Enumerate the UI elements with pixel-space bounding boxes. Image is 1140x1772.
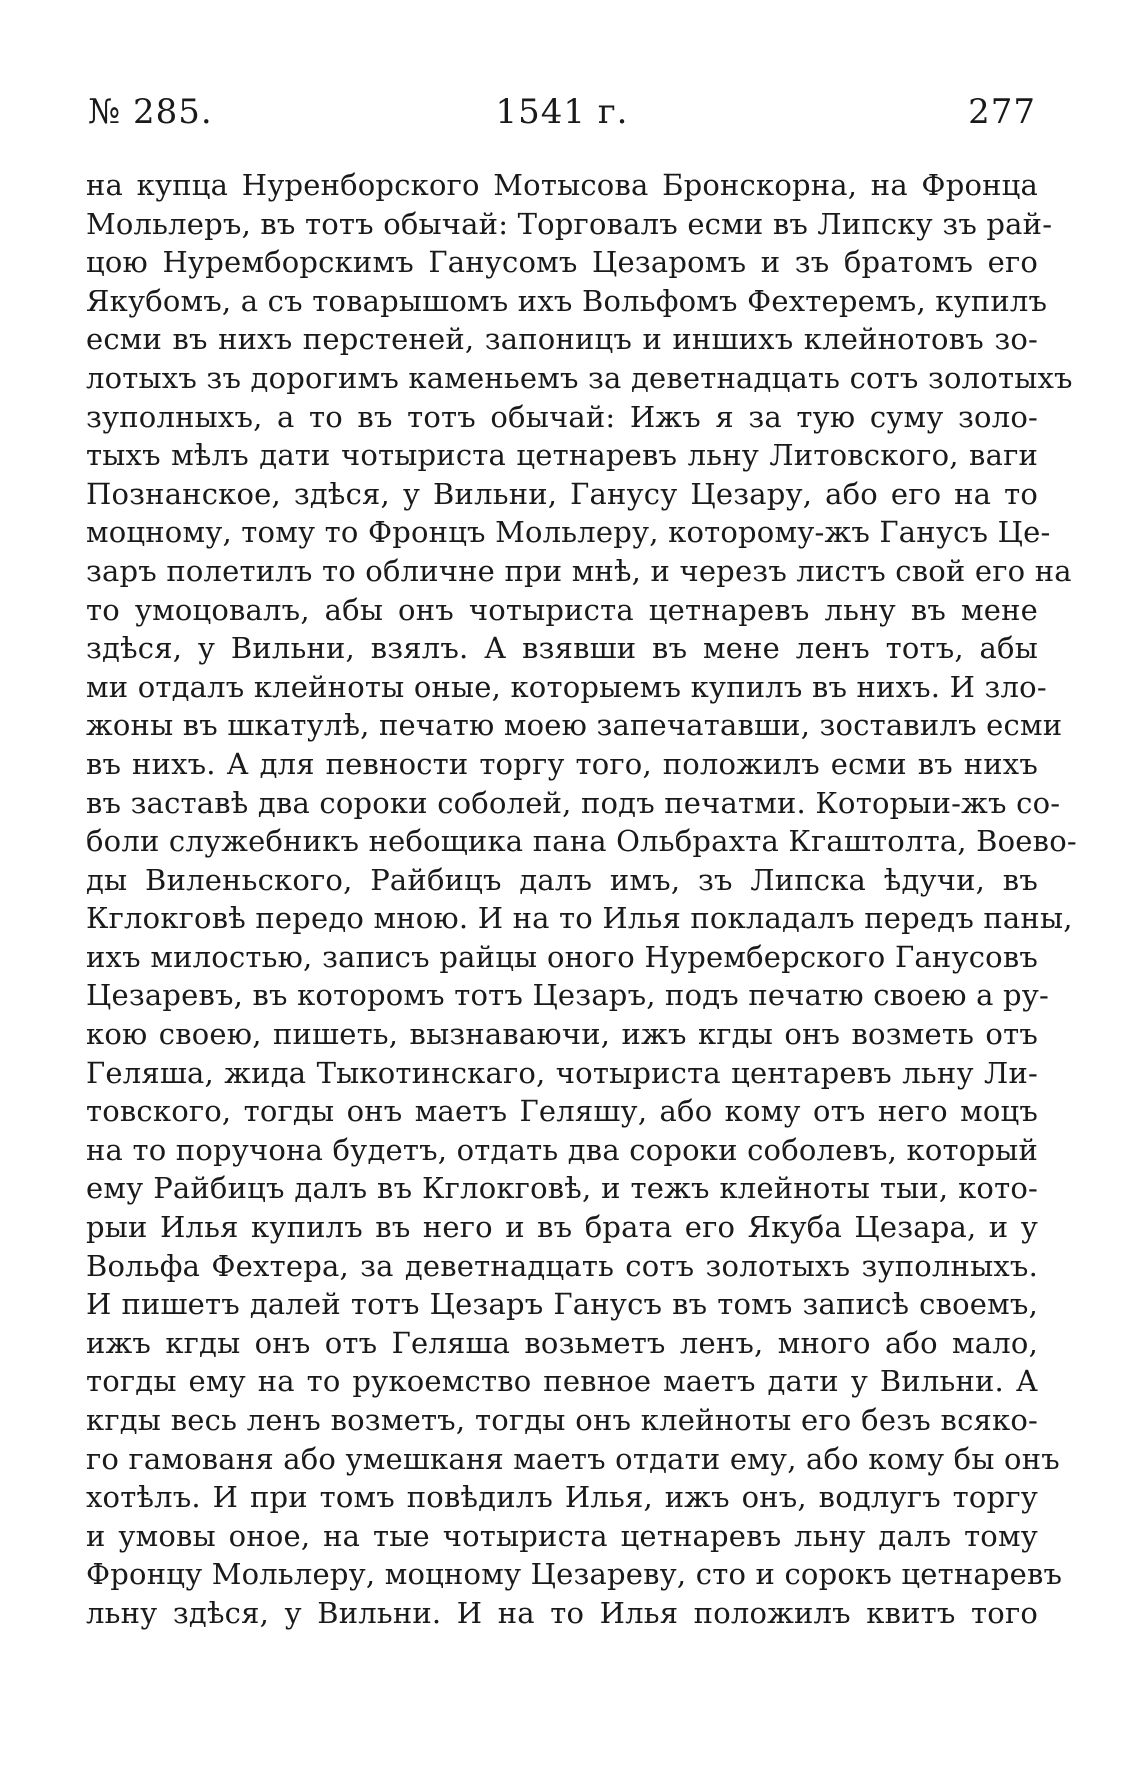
document-number: № 285.: [88, 92, 213, 132]
text-line: моцному, тому то Фронцъ Мольлеру, которому-жъ Ганусъ Це-: [86, 515, 1051, 550]
text-line: ми отдалъ клейноты оные, которыемъ купилъ въ нихъ. И зло-: [86, 669, 1047, 704]
page-number: 277: [968, 92, 1036, 132]
text-line: товского, тогды онъ маетъ Геляшу, або кому отъ него моцъ: [86, 1094, 1038, 1129]
text-line: цою Нуремборскимъ Ганусомъ Цезаромъ и зъ братомъ его: [86, 245, 1038, 280]
text-line: въ заставѣ два сороки соболей, подъ печатми. Которыи-жъ со-: [86, 785, 1061, 820]
text-line: Якубомъ, а съ товарышомъ ихъ Вольфомъ Фехтеремъ, купилъ: [86, 283, 1048, 318]
text-line: хотѣлъ. И при томъ повѣдилъ Илья, ижъ онъ, водлугъ торгу: [86, 1480, 1038, 1515]
text-line: ихъ милостью, записъ райцы оного Нуремберского Ганусовъ: [86, 939, 1038, 974]
text-line: И пишетъ далей тотъ Цезаръ Ганусъ въ томъ записѣ своемъ,: [86, 1287, 1038, 1322]
text-line: здѣся, у Вильни, взялъ. А взявши въ мене ленъ тотъ, абы: [86, 631, 1038, 666]
text-line: Вольфа Фехтера, за деветнадцать сотъ золотыхъ зуполныхъ.: [86, 1248, 1038, 1283]
text-line: лотыхъ зъ дорогимъ каменьемъ за деветнадцать сотъ золотыхъ: [86, 360, 1073, 395]
text-line: тыхъ мѣлъ дати чотыриста цетнаревъ льну Литовского, ваги: [86, 438, 1038, 473]
text-line: го гамованя або умешканя маетъ отдати ему, або кому бы онъ: [86, 1441, 1060, 1476]
text-line: рыи Илья купилъ въ него и въ брата его Якуба Цезара, и у: [86, 1210, 1038, 1245]
text-line: ды Виленьского, Райбицъ далъ имъ, зъ Липска ѣдучи, въ: [86, 862, 1038, 897]
running-head: [88, 88, 1036, 136]
text-line: есми въ нихъ перстеней, запоницъ и иншихъ клейнотовъ зо-: [86, 322, 1038, 357]
text-line: Познанское, здѣся, у Вильни, Ганусу Цезару, або его на то: [86, 476, 1038, 511]
text-line: Мольлеръ, въ тотъ обычай: Торговалъ есми въ Липску зъ рай-: [86, 206, 1053, 241]
text-line: то умоцовалъ, абы онъ чотыриста цетнаревъ льну въ мене: [86, 592, 1038, 627]
text-line: Фронцу Мольлеру, моцному Цезареву, сто и сорокъ цетнаревъ: [86, 1557, 1063, 1592]
document-year: 1541 г.: [495, 92, 629, 132]
text-line: зуполныхъ, а то въ тотъ обычай: Ижъ я за тую суму золо-: [86, 399, 1038, 434]
text-line: кою своею, пишеть, вызнаваючи, ижъ кгды онъ возметь отъ: [86, 1017, 1038, 1052]
text-line: заръ полетилъ то обличне при мнѣ, и черезъ листъ свой его на: [86, 553, 1072, 588]
text-line: кгды весь ленъ возметъ, тогды онъ клейноты его безъ всяко-: [86, 1403, 1038, 1437]
text-line: боли служебникъ небощика пана Ольбрахта Кгаштолта, Воево-: [86, 824, 1077, 859]
document-body: [86, 166, 1077, 1633]
text-line: и умовы оное, на тые чотыриста цетнаревъ льну далъ тому: [86, 1518, 1038, 1553]
text-line: жоны въ шкатулѣ, печатю моею запечатавши, зоставилъ есми: [86, 708, 1063, 743]
text-line: тогды ему на то рукоемство певное маетъ дати у Вильни. А: [86, 1364, 1038, 1399]
text-line: ему Райбицъ далъ въ Кглокговѣ, и тежъ клейноты тыи, кото-: [86, 1171, 1038, 1206]
text-line: Цезаревъ, въ которомъ тотъ Цезаръ, подъ печатю своею а ру-: [86, 978, 1050, 1013]
text-line: Геляша, жида Тыкотинскаго, чотыриста центаревъ льну Ли-: [86, 1055, 1038, 1090]
text-line: Кглокговѣ передо мною. И на то Илья покладалъ передъ паны,: [86, 901, 1073, 936]
text-line: на то поручона будетъ, отдать два сороки соболевъ, который: [86, 1132, 1038, 1167]
text-line: льну здѣся, у Вильни. И на то Илья положилъ квитъ того: [86, 1595, 1038, 1630]
text-line: ижъ кгды онъ отъ Геляша возьметъ ленъ, много або мало,: [86, 1325, 1038, 1360]
text-line: въ нихъ. А для певности торгу того, положилъ есми въ нихъ: [86, 746, 1038, 781]
text-line: на купца Нуренборского Мотысова Бронскорна, на Фронца: [86, 168, 1038, 202]
